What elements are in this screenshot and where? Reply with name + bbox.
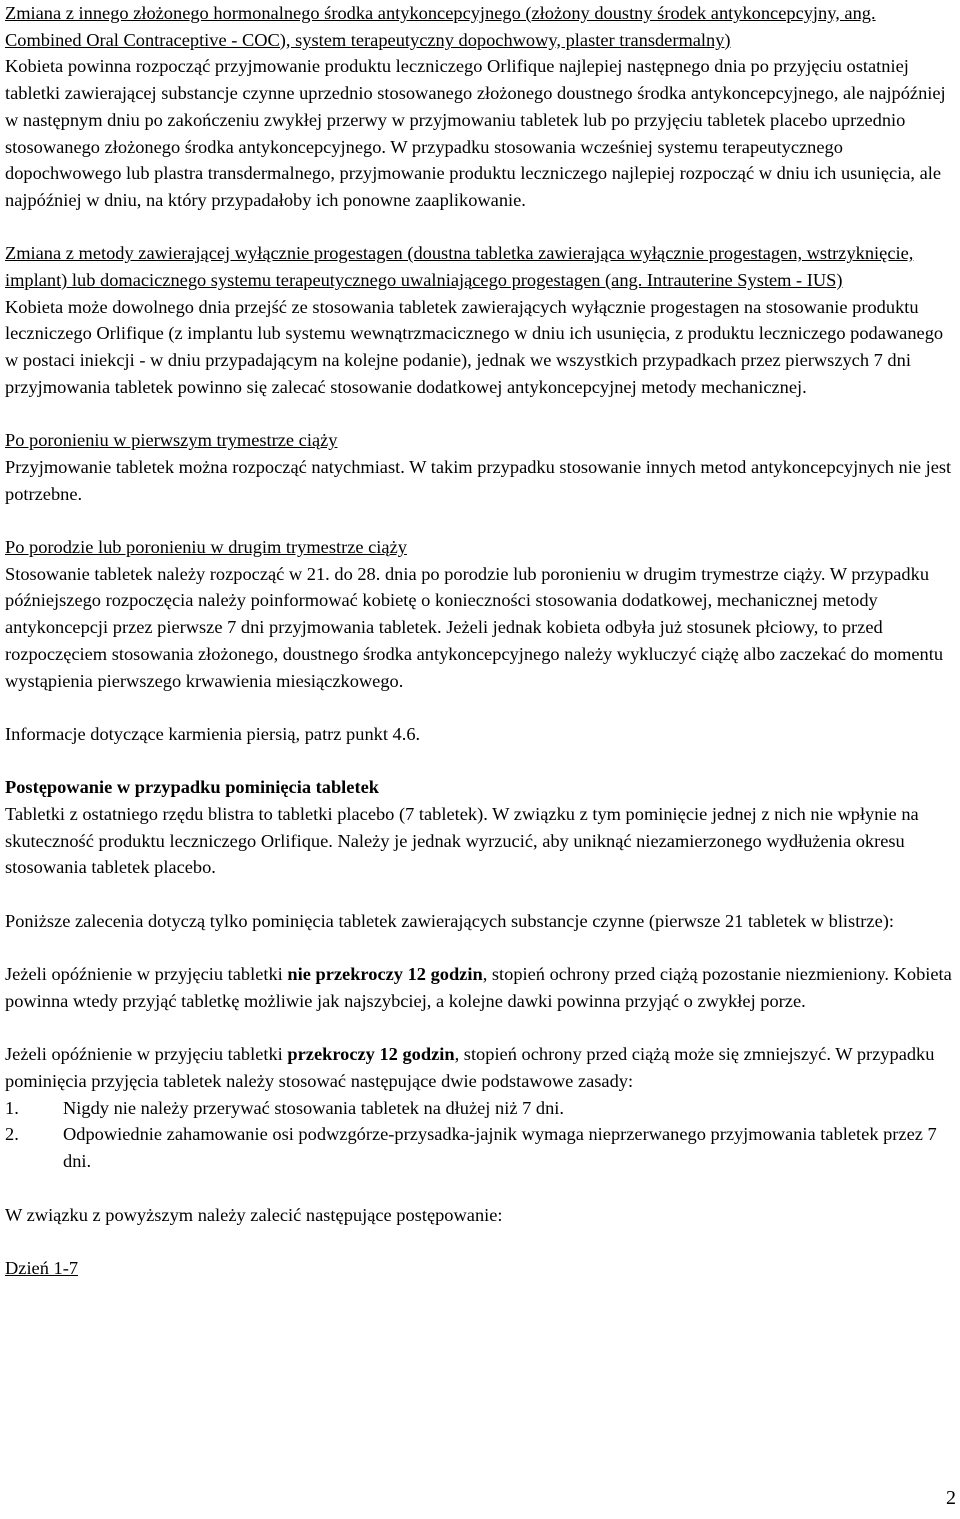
section-heading-bold: Postępowanie w przypadku pominięcia tabletek bbox=[5, 777, 379, 798]
list-item bbox=[5, 1095, 955, 1122]
section-heading: Po poronieniu w pierwszym trymestrze ciąży bbox=[5, 430, 338, 451]
list-text: Odpowiednie zahamowanie osi podwzgórze-przysadka-jajnik wymaga nieprzerwanego przyjmowania tabletek przez 7 dni. bbox=[63, 1124, 937, 1172]
paragraph-zalecenia: Poniższe zalecenia dotyczą tylko pominięcia tabletek zawierających substancje czynne (pierwsze 21 tabletek w blistrze): bbox=[5, 910, 894, 931]
emphasis-bold: nie przekroczy 12 godzin bbox=[287, 964, 483, 985]
list-text: Nigdy nie należy przerywać stosowania tabletek na dłużej niż 7 dni. bbox=[63, 1097, 564, 1118]
subheading-dzien: Dzień 1-7 bbox=[5, 1257, 79, 1278]
paragraph: Stosowanie tabletek należy rozpocząć w 21. do 28. dnia po porodzie lub poronieniu w drugim trymestrze ciąży. W przypadku późniejszego rozpoczęcia należy poinformować kobietę o konieczności stosowania dodatkowej, mechanicznej metody antykoncepcji przez pierwsze 7 dni przyjmowania tabletek. Jeżeli jednak kobieta odbyła już stosunek płciowy, to przed rozpoczęciem stosowania złożonego, doustnego środka antykoncepcyjnego należy wykluczyć ciążę albo zaczekać do momentu wystąpienia pierwszego krwawienia miesiączkowego. bbox=[5, 563, 944, 691]
section-zmiana-coc bbox=[5, 0, 955, 214]
section-pominiecie-tabletek bbox=[5, 774, 955, 881]
paragraph: Kobieta powinna rozpocząć przyjmowanie produktu leczniczego Orlifique najlepiej następnego dnia po przyjęciu ostatniej tabletki zawierającej substancje czynne uprzednio stosowanego złożonego doustnego środka antykoncepcyjnego, ale najpóźniej w następnym dniu po zakończeniu zwykłej przerwy w przyjmowaniu tabletek lub po przyjęciu tabletek placebo uprzednio stosowanego złożonego środka antykoncepcyjnego. W przypadku stosowania wcześniej systemu terapeutycznego dopochwowego lub plastra transdermalnego, przyjmowanie produktu leczniczego najlepiej rozpocząć w dniu ich usunięcia, ale najpóźniej w dniu, na który przypadałoby ich ponowne zaaplikowanie. bbox=[5, 56, 946, 210]
paragraph: Przyjmowanie tabletek można rozpocząć natychmiast. W takim przypadku stosowanie innych metod antykoncepcyjnych nie jest potrzebne. bbox=[5, 456, 952, 504]
paragraph: Tabletki z ostatniego rzędu blistra to tabletki placebo (7 tabletek). W związku z tym pominięcie jednej z nich nie wpłynie na skuteczność produktu leczniczego Orlifique. Należy je jednak wyrzucić, aby uniknąć niezamierzonego wydłużenia okresu stosowania tabletek placebo. bbox=[5, 804, 919, 878]
page-number: 2 bbox=[946, 1487, 956, 1509]
paragraph-opoznienie-ponizej-12h bbox=[5, 961, 955, 1014]
section-porod-drugi-trymestr bbox=[5, 534, 955, 694]
paragraph-opoznienie-powyzej-12h bbox=[5, 1041, 955, 1094]
text: Jeżeli opóźnienie w przyjęciu tabletki bbox=[5, 964, 288, 985]
rules-list bbox=[5, 1095, 955, 1175]
list-number: 2. bbox=[5, 1124, 19, 1145]
paragraph-karmienie: Informacje dotyczące karmienia piersią, patrz punkt 4.6. bbox=[5, 723, 421, 744]
text: , stopień ochrony przed ciążą pozostanie niezmieniony. Kobieta powinna wtedy przyjąć tabletkę możliwie jak najszybciej, a kolejne dawki powinna przyjąć o zwykłej porze. bbox=[5, 964, 952, 1011]
emphasis-bold: przekroczy 12 godzin bbox=[287, 1044, 455, 1065]
section-heading: Zmiana z innego złożonego hormonalnego środka antykoncepcyjnego (złożony doustny środek antykoncepcyjny, ang. Combined Oral Contraceptive - COC), system terapeutyczny dopochwowy, plaster transdermalny) bbox=[5, 3, 876, 50]
section-zmiana-progestagen bbox=[5, 240, 955, 400]
paragraph: Kobieta może dowolnego dnia przejść ze stosowania tabletek zawierających wyłącznie progestagen na stosowanie produktu leczniczego Orlifique (z implantu lub systemu wewnątrzmacicznego w dniu ich usunięcia, z produktu leczniczego podawanego w postaci iniekcji - w dniu przypadającym na kolejne podanie), jednak we wszystkich przypadkach przez pierwszych 7 dni przyjmowania tabletek powinno się zalecać stosowanie dodatkowej antykoncepcyjnej metody mechanicznej. bbox=[5, 296, 944, 397]
section-heading: Po porodzie lub poronieniu w drugim trymestrze ciąży bbox=[5, 537, 407, 558]
text: Jeżeli opóźnienie w przyjęciu tabletki bbox=[5, 1044, 288, 1065]
section-heading: Zmiana z metody zawierającej wyłącznie progestagen (doustna tabletka zawierająca wyłącznie progestagen, wstrzyknięcie, implant) lub domacicznego systemu terapeutycznego uwalniającego progestagen (ang. Intrauterine System - IUS) bbox=[5, 243, 914, 291]
list-number: 1. bbox=[5, 1097, 19, 1118]
text: , stopień ochrony przed ciążą może się zmniejszyć. W przypadku pominięcia przyjęcia tabletek należy stosować następujące dwie podstawowe zasady: bbox=[5, 1044, 935, 1091]
list-item bbox=[5, 1121, 955, 1174]
document-page bbox=[5, 0, 955, 1282]
section-poronienie-pierwszy-trymestr bbox=[5, 427, 955, 507]
paragraph-postepowanie: W związku z powyższym należy zalecić następujące postępowanie: bbox=[5, 1204, 503, 1225]
